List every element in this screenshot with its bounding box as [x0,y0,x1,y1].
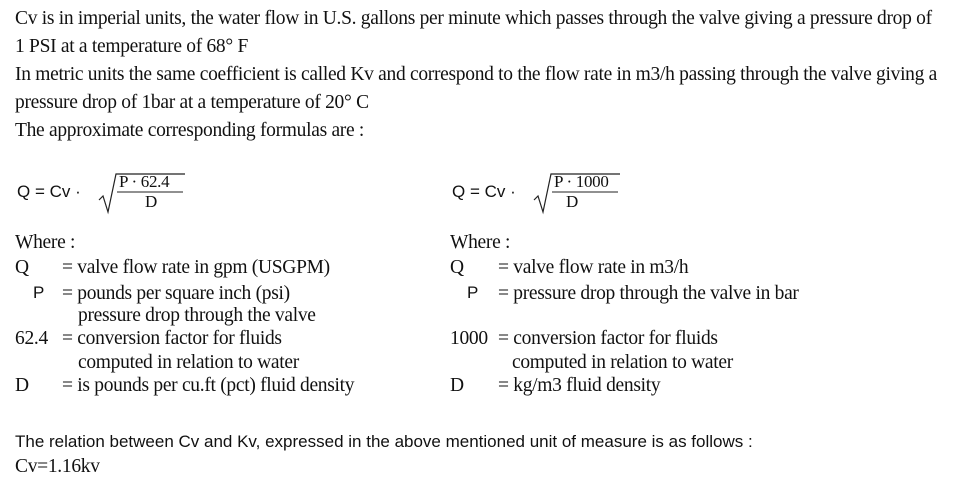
formula-numerator: P · 62.4 [119,172,170,191]
formula-numerator: P · 1000 [554,172,609,191]
formula-denominator: D [566,192,578,211]
definition-symbol: D [450,375,464,396]
intro-line-4: pressure drop of 1bar at a temperature of 20° C [15,92,369,113]
definition-text: = valve flow rate in gpm (USGPM) [62,257,330,278]
definition-symbol: 1000 [450,328,488,349]
definition-symbol: P [467,283,479,302]
formula-lhs: Q = Cv · [17,182,81,201]
imperial-formula [15,170,215,216]
metric-where-label: Where : [450,232,511,253]
definition-text: = conversion factor for fluids [62,328,282,349]
definition-text: = valve flow rate in m3/h [498,257,689,278]
imperial-where-label: Where : [15,232,76,253]
intro-line-2: 1 PSI at a temperature of 68° F [15,36,248,57]
definition-continuation: computed in relation to water [78,352,299,373]
definition-continuation: computed in relation to water [512,352,733,373]
formula-denominator: D [145,192,157,211]
definition-symbol: D [15,375,29,396]
relation-formula: Cv=1.16kv [15,456,100,477]
definition-text: = is pounds per cu.ft (pct) fluid density [62,375,355,396]
definition-symbol: Q [15,257,29,278]
metric-formula [450,170,650,216]
definition-text: = pounds per square inch (psi) [62,283,290,304]
definition-text: = kg/m3 fluid density [498,375,661,396]
definition-text: = conversion factor for fluids [498,328,718,349]
sqrt-sign-icon [15,170,215,216]
definition-continuation: pressure drop through the valve [78,305,316,326]
intro-line-5: The approximate corresponding formulas are : [15,120,365,141]
definition-symbol: Q [450,257,464,278]
formula-lhs: Q = Cv · [452,182,516,201]
relation-text: The relation between Cv and Kv, expressed in the above mentioned unit of measure is as follows : [15,432,753,451]
definition-symbol: 62.4 [15,328,48,349]
definition-symbol: P [33,283,45,302]
sqrt-sign-icon [450,170,650,216]
intro-line-1: Cv is in imperial units, the water flow in U.S. gallons per minute which passes through the valve giving a pressure drop of [15,8,932,29]
definition-text: = pressure drop through the valve in bar [498,283,799,304]
intro-line-3: In metric units the same coefficient is called Kv and correspond to the flow rate in m3/h passing through the valve giving a [15,64,938,85]
